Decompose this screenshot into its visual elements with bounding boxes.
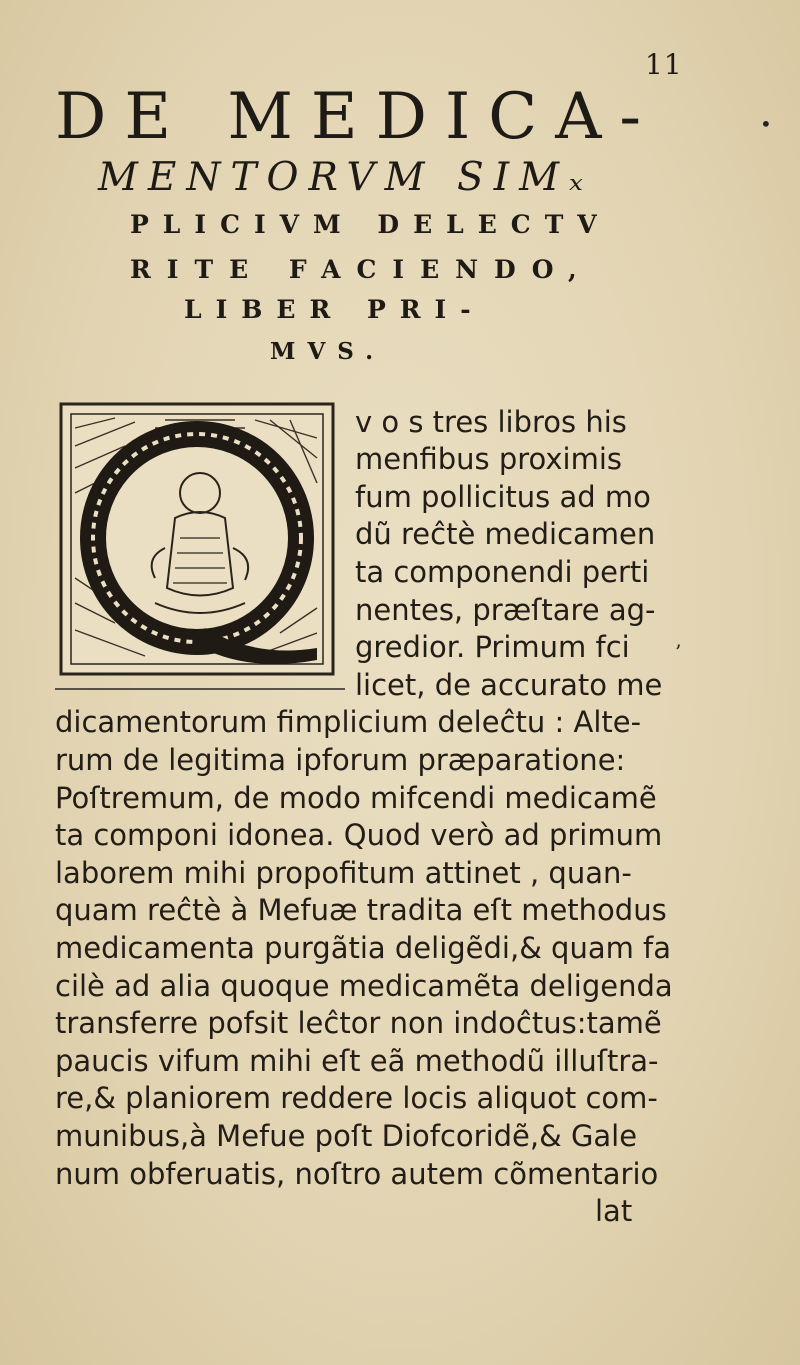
title-line-2: MENTORVM SIMₓ — [98, 155, 593, 200]
body-line: quam reĉtè à Mefuæ tradita eſt methodus — [55, 893, 667, 927]
catchword: lat — [595, 1194, 633, 1228]
body-line: num obferuatis, noſtro autem cõmentario — [55, 1157, 659, 1191]
body-line: nentes, præſtare ag‐ — [355, 593, 656, 627]
title-line-6: MVS. — [270, 338, 386, 365]
body-line: transferre pofsit leĉtor non indoĉtus:tamẽ — [55, 1006, 662, 1040]
body-line: dũ reĉtè medicamen — [355, 517, 656, 551]
body-line: gredior. Primum fci — [355, 630, 630, 664]
margin-tick-mark: ’ — [675, 640, 682, 664]
body-line: licet, de accurato me — [355, 668, 663, 702]
page-number: 11 — [645, 48, 683, 81]
body-line: menfibus proximis — [355, 442, 623, 476]
body-line: Poſtremum, de modo mifcendi medicamẽ — [55, 781, 657, 815]
decorated-initial-q-woodcut — [55, 398, 345, 698]
body-line: cilè ad alia quoque medicamẽta deligenda — [55, 969, 673, 1003]
body-line: munibus,à Mefue poſt Diofcoridẽ,& Gale — [55, 1119, 638, 1153]
body-line: ta componi idonea. Quod verò ad primum — [55, 818, 663, 852]
title-line-1: DE MEDICA- — [55, 80, 660, 154]
body-line: v o s tres libros his — [355, 405, 627, 439]
body-line: paucis vifum mihi eſt eã methodũ illuſtra‐ — [55, 1044, 659, 1078]
body-line: fum pollicitus ad mo — [355, 480, 651, 514]
body-line: ta componendi perti — [355, 555, 650, 589]
title-line-4: RITE FACIENDO, — [130, 255, 593, 284]
title-line-5: LIBER PRI- — [184, 295, 485, 324]
body-line: medicamenta purgãtia deligẽdi,& quam fa — [55, 931, 672, 965]
body-line: dicamentorum fimplicium deleĉtu : Alte‐ — [55, 705, 642, 739]
body-line: rum de legitima ipforum præparatione: — [55, 743, 626, 777]
body-line: laborem mihi propofitum attinet , quan‐ — [55, 856, 632, 890]
body-line: re,& planiorem reddere locis aliquot com‐ — [55, 1081, 658, 1115]
title-line-3: PLICIVM DELECTV — [130, 210, 611, 239]
margin-dot-mark: • — [760, 112, 772, 136]
